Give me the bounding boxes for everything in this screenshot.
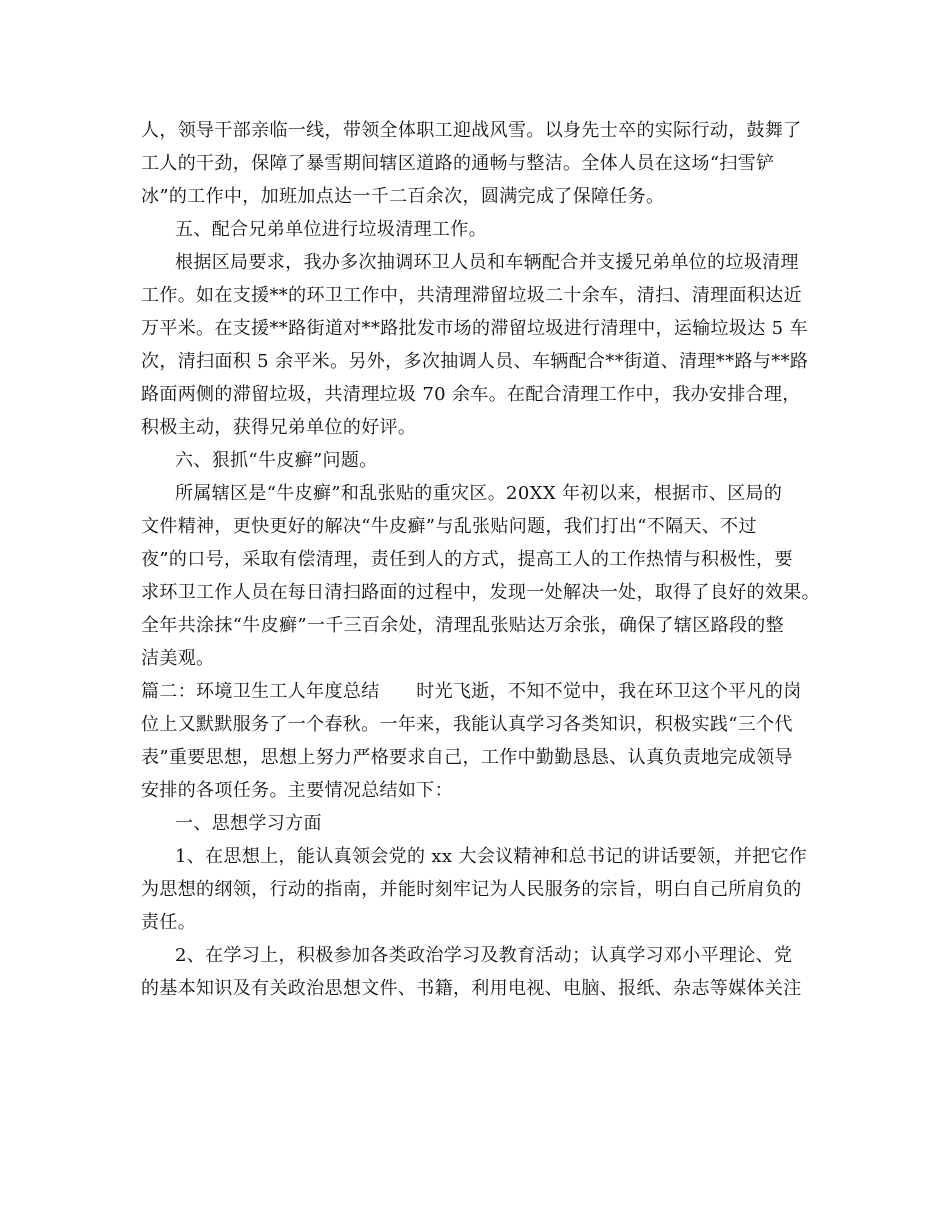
paragraph-line: 万平米。在支援**路街道对**路批发市场的滞留垃圾进行清理中，运输垃圾达 5 车 bbox=[141, 318, 808, 339]
paragraph-line: 文件精神，更快更好的解决“牛皮癣”与乱张贴问题，我们打出“不隔天、不过 bbox=[141, 516, 757, 537]
paragraph-line: 洁美观。 bbox=[141, 648, 215, 669]
section-heading: 五、配合兄弟单位进行垃圾清理工作。 bbox=[175, 219, 487, 240]
section-heading: 六、狠抓“牛皮癣”问题。 bbox=[175, 450, 378, 471]
paragraph-line: 责任。 bbox=[141, 912, 197, 933]
paragraph-line: 为思想的纲领，行动的指南，并能时刻牢记为人民服务的宗旨，明白自己所肩负的 bbox=[141, 879, 802, 900]
paragraph-line: 根据区局要求，我办多次抽调环卫人员和车辆配合并支援兄弟单位的垃圾清理 bbox=[175, 252, 799, 273]
section-heading: 一、思想学习方面 bbox=[175, 813, 322, 834]
paragraph-line: 1、在思想上，能认真领会党的 xx 大会议精神和总书记的讲话要领，并把它作 bbox=[175, 846, 808, 867]
paragraph-line: 求环卫工作人员在每日清扫路面的过程中，发现一处解决一处，取得了良好的效果。 bbox=[141, 582, 820, 603]
paragraph-line: 位上又默默服务了一个春秋。一年来，我能认真学习各类知识，积极实践“三个代 bbox=[141, 714, 793, 735]
paragraph-line: 的基本知识及有关政治思想文件、书籍，利用电视、电脑、报纸、杂志等媒体关注 bbox=[141, 978, 802, 999]
paragraph-line: 人，领导干部亲临一线，带领全体职工迎战风雪。以身先士卒的实际行动，鼓舞了 bbox=[141, 120, 802, 141]
paragraph-line: 2、在学习上，积极参加各类政治学习及教育活动；认真学习邓小平理论、党 bbox=[175, 945, 793, 966]
paragraph-line: 所属辖区是“牛皮癣”和乱张贴的重灾区。20XX 年初以来，根据市、区局的 bbox=[175, 483, 783, 504]
paragraph-line: 夜”的口号，采取有偿清理，责任到人的方式，提高工人的工作热情与积极性，要 bbox=[141, 549, 793, 570]
paragraph-line: 次，清扫面积 5 余平米。另外，多次抽调人员、车辆配合**街道、清理**路与**路 bbox=[141, 351, 809, 372]
paragraph-line: 工人的干劲，保障了暴雪期间辖区道路的通畅与整洁。全体人员在这场“扫雪铲 bbox=[141, 153, 775, 174]
paragraph-line: 安排的各项任务。主要情况总结如下： bbox=[141, 780, 453, 801]
paragraph-line: 积极主动，获得兄弟单位的好评。 bbox=[141, 417, 417, 438]
paragraph-line: 全年共涂抹“牛皮癣”一千三百余处，清理乱张贴达万余张，确保了辖区路段的整 bbox=[141, 615, 785, 636]
paragraph-line: 路面两侧的滞留垃圾，共清理垃圾 70 余车。在配合清理工作中，我办安排合理， bbox=[141, 384, 801, 405]
chapter-heading-line: 篇二：环境卫生工人年度总结 时光飞逝，不知不觉中，我在环卫这个平凡的岗 bbox=[141, 681, 802, 702]
paragraph-line: 表”重要思想，思想上努力严格要求自己，工作中勤勤恳恳、认真负责地完成领导 bbox=[141, 747, 793, 768]
paragraph-line: 工作。如在支援**的环卫工作中，共清理滞留垃圾二十余车，清扫、清理面积达近 bbox=[141, 285, 802, 306]
paragraph-line: 冰”的工作中，加班加点达一千二百余次，圆满完成了保障任务。 bbox=[141, 186, 665, 207]
